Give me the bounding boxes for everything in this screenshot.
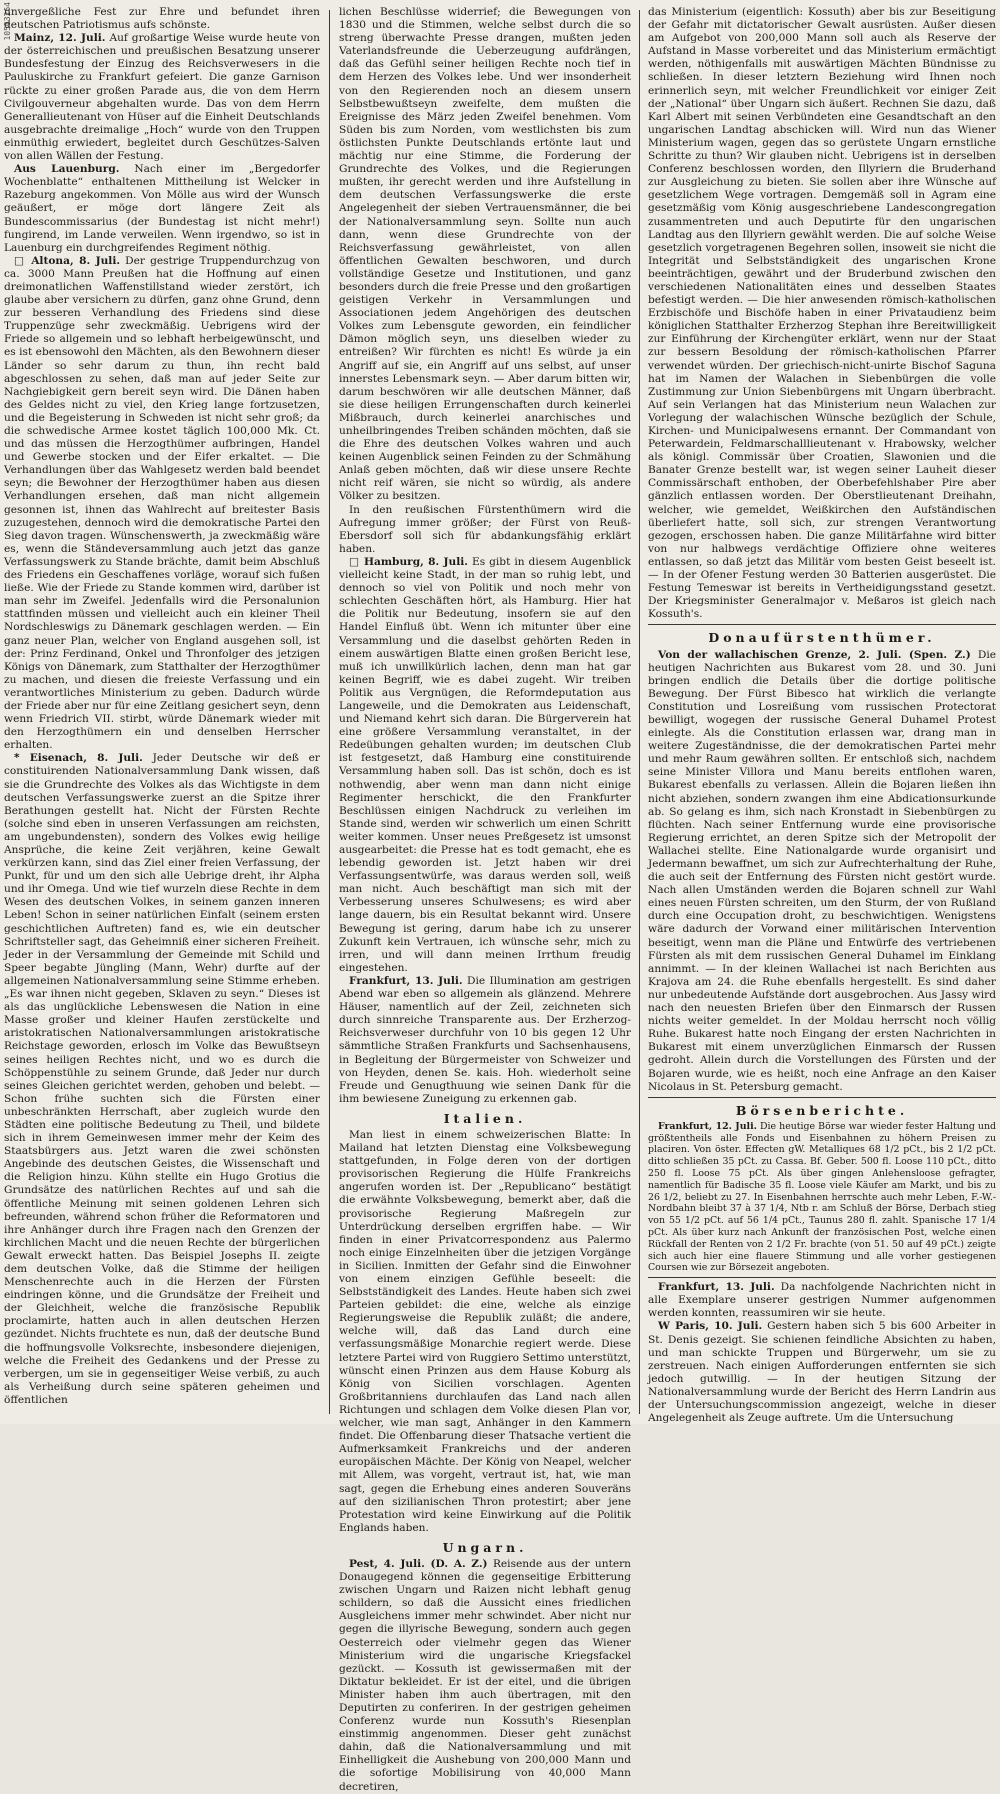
asterisk-icon: * xyxy=(14,752,30,765)
article-text: Jeder Deutsche wir deß er constituirenden Nationalversammlung Dank wissen, daß sie die Grundrechte des Volkes als das Wichtigste in dem deutschen Verfassungswerke zuerst an die Spitze ihrer Berathungen gestellt hat. Nicht der Fürsten Rechte (solche sind eben in unseren Verfassungen am reichsten, am ungebundensten), sondern des Volkes ewig heilige Ansprüche, die keine Zeit verjähren, keine Gewalt verkürzen kann, sind das Ziel einer freien Verfassung, der Punkt, für und um den sich alle Uebrige dreht, ihr Alpha und ihr Omega. Und wie tief wurzeln diese Rechte in dem Wesen des deutschen Volkes, in seinem ganzen inneren Leben! Schon in seiner natürlichen Einfalt (seinem ersten geschichtlichen Auftreten) fand es, wie ein deutscher Schriftsteller sagt, das Geheimniß einer sicheren Freiheit. Jeder in der Versammlung der Gemeinde mit Schild und Speer begabte Jüngling (Mann, Wehr) durfte auf der allgemeinen Nationalversammlung seine Stimme erheben. „Es war ihnen nicht gegeben, Sklaven zu seyn.“ Dieses ist als das unglückliche Lebenswesen die Nation in eine Masse großer und kleiner Haufen zerstückelte und aristokratischen Nationalversammlungen aristokratische Reichstage geworden, erlosch im Volke das Bewußtseyn seines heiligen Rechtes nicht, und wo es durch die Schöppenstühle zu seinem Grunde, daß Jeder nur durch seines Gleichen gerichtet werden, gehoben und belebt. — Schon frühe suchten sich die Fürsten einer unbeschränkten Herrschaft, aber zugleich wurde den Städten eine politische Bedeutung zu Theil, und bildete sich in ihrem Gemeinwesen immer mehr der Keim des Staatsbürgers aus. Jetzt waren die zwei schönsten Angebinde des deutschen Geistes, die Wissenschaft und die Religion hinzu. Kühn stellte ein Hugo Grotius die Grundsätze des natürlichen Rechtes auf und sah die öffentliche Meinung mit seinen goldenen Lehren sich befreunden, während schon früher die Reformatoren und ihre Anhänger durch ihre Fragen nach den Grenzen der kirchlichen Macht und die neuen Rechte der bürgerlichen Gewalt erweckt hatten. Das Beispiel Josephs II. zeigte dem deutschen Volke, daß die Stimme der heiligen Menschenrechte auch in die Herzen der Fürsten eindringen könne, und die Grundsätze der Freiheit und der Gleichheit, welche die französische Republik proclamirte, hatten auch in allen deutschen Herzen gezündet. Nichts fruchtete es nun, daß der deutsche Bund die hoffnungsvolle Volksrechte, insbesondere diejenigen, welche die Freiheit des Gedankens und der Presse zu verbergen, um sie in gegenseitiger Weise verbiß, zu auch als Verheißung durch seine späteren geheimen und öffentlichen xyxy=(4,752,320,1406)
square-icon: □ xyxy=(14,254,32,267)
column-rule xyxy=(639,10,640,1414)
article-eisenach xyxy=(4,752,320,1407)
dateline: Hamburg, 8. Juli. xyxy=(363,555,468,568)
column-rule xyxy=(329,10,330,1414)
article-hamburg xyxy=(339,556,631,975)
article-frankfurt2 xyxy=(648,1281,996,1320)
article-boerse xyxy=(648,1121,996,1274)
section-heading-italien: Italien. xyxy=(443,1110,527,1126)
article-paris xyxy=(648,1320,996,1425)
article-paragraph: unvergeßliche Fest zur Ehre und befundet ihren deutschen Patriotismus aufs schönste. xyxy=(4,6,320,32)
article-text: Reisende aus der untern Donaugegend können die gegenseitige Erbitterung zwischen Ungarn und Raizen nicht lebhaft genug schildern, so daß die Aussicht eines friedlichen Ausgleichens immer mehr schwindet. Aber nicht nur gegen die illyrische Bewegung, sondern auch gegen Oesterreich oder vielmehr gegen das Wiener Ministerium wird die ungarische Kriegsfackel gezückt. — Kossuth ist gewissermaßen mit der Diktatur bekleidet. Er ist der eitel, und die übrigen Minister haben ihm auch übertragen, mit den Deputirten zu conferiren. In der gestrigen geheimen Conferenz wurde nun Kossuth's Riesenplan einstimmig angenommen. Dieser geht zunächst dahin, daß die Nationalversammlung und mit Einhelligkeit die Aushebung von 200,000 Mann und die sofortige Mobilisirung von 40,000 Mann decretiren, xyxy=(339,1557,631,1793)
column-middle xyxy=(333,6,637,1793)
article-frankfurt xyxy=(339,975,631,1106)
article-pest xyxy=(339,1558,631,1794)
dateline: Frankfurt, 12. Juli. xyxy=(658,1120,757,1132)
archive-stamp: 10503264 xyxy=(3,2,12,41)
article-text: Auf großartige Weise wurde heute von der österreichischen und preußischen Besatzung unserer Bundesfestung der Einzug des Reichsverwesers in die Pauluskirche zu Frankfurt gefeiert. Die ganze Garnison rückte zu einer großen Parade aus, die von dem Herrn Civilgouverneur abgehalten wurde. Das von dem Herrn Generallieutenant von Hüser auf die Einheit Deutschlands ausgebrachte dreimalige „Hoch“ wurde von den Truppen einmüthig erwiedert, begleitet durch Geschützes-Salven von allen Wällen der Festung. xyxy=(4,32,321,163)
dateline: Von der wallachischen Grenze, 2. Juli. (Spen. Z.) xyxy=(658,648,971,661)
columns xyxy=(4,6,996,1793)
dateline: Altona, 8. Juli. xyxy=(31,254,121,267)
section-heading-donau: Donaufürstenthümer. xyxy=(708,630,936,646)
article-text: Die heutigen Nachrichten aus Bukarest vom 28. und 30. Juni bringen endlich die Details über die dortige politische Bewegung. Der Fürst Bibesco hat wirklich die verlangte Constitution und Losreißung vom russischen Protectorat bewilligt, wogegen der russische General Duhamel Protest einlegte. Als die Constitution erlassen war, drang man in weitere Zugeständnisse, die der demokratischen Partei mehr und mehr Raum gewähren sollten. Er entschloß sich, nachdem seine Minister Villora und Manu bereits entflohen waren, Bukarest ebenfalls zu verlassen. Allein die Bojaren ließen ihn nicht abziehen, sondern zwangen ihm eine Abdicationsurkunde ab. So gelang es ihm, sich nach Kronstadt in Siebenbürgen zu flüchten. Nach seiner Entfernung wurde eine provisorische Regierung errichtet, an deren Spitze sich der Metropolit der Wallachei stellte. Eine Nationalgarde wurde organisirt und Jedermann bewaffnet, um sich zur Aufrechterhaltung der Ruhe, die auch seit der Entfernung des Fürsten nicht gestört wurde. Nach allen Umständen werden die Bojaren schnell zur Wahl eines neuen Fürsten schreiten, um den Sturm, der von Rußland durch eine Occupation droht, zu beschwichtigen. Wenigstens wäre dadurch der Vorwand einer militärischen Intervention beseitigt, wenn man die Pläne und Entwürfe des vertriebenen Fürsten als mit dem russischen General Duhamel im Einklang annimmt. — In der kleinen Wallachei ist nach Berichten aus Krajova am 24. die Ruhe ebenfalls hergestellt. Es sind daher nur unbedeutende Aufstände dort ausgebrochen. Aus Jassy wird nach den neuesten Briefen über den Einmarsch der Russen nichts weiter gemeldet. In der Moldau herrscht noch völlig Ruhe. Bukarest hatte noch Eingang der ersten Nachrichten in Bukarest mit einem unverzüglichen Einmarsch der Russen gedroht. Allein durch die Vorstellungen des Fürsten und der Bojaren wurde, wie es heißt, noch eine Anfrage an den Kaiser Nicolaus in St. Petersburg gemacht. xyxy=(648,648,996,1093)
section-divider xyxy=(648,624,996,625)
article-reuss: In den reußischen Fürstenthümern wird die Aufregung immer größer; der Fürst von Reuß-Ebersdorf soll sich für abdankungsfähig erklärt haben. xyxy=(339,503,631,555)
article-text: Die Illumination am gestrigen Abend war eben so allgemein als glänzend. Mehrere Häuser, namentlich auf der Zeil, zeichneten sich durch sinnreiche Transparente aus. Der Erzherzog-Reichsverweser durchfuhr von 10 bis gegen 12 Uhr sämmtliche Straßen Frankfurts und Sachsenhausens, in Begleitung der Bürgermeister von Schweizer und von Heyden, denen Se. kais. Hoh. wiederholt seine Freude und Genugthuung wie seinen Dank für die ihm bewiesene Zuneigung zu erkennen gab. xyxy=(339,974,631,1105)
article-walachei xyxy=(648,649,996,1094)
column-right xyxy=(642,6,996,1425)
article-text: Gestern haben sich 5 bis 600 Arbeiter in St. Denis gezeigt. Sie schienen feindliche Absichten zu haben, und man schickte Truppen und Bürgerwehr, um sie zu zerstreuen. Nach einigen Aufforderungen entfernten sie sich jedoch gutwillig. — In der heutigen Sitzung der Nationalversammlung wurde der Bericht des Herrn Landrin aus der Untersuchungscommission angezeigt, welche in dieser Angelegenheit als Zeuge auftrete. Um die Untersuchung xyxy=(648,1320,996,1425)
dateline: Pest, 4. Juli. (D. A. Z.) xyxy=(349,1557,488,1570)
dateline: Mainz, 12. Juli. xyxy=(14,32,106,45)
square-icon: □ xyxy=(349,555,364,568)
article-mainz xyxy=(4,32,320,163)
column-left xyxy=(4,6,326,1418)
article-paragraph: lichen Beschlüsse widerrief; die Bewegungen von 1830 und die Stimmen, welche selbst durch die so streng überwachte Presse drangen, mußten jeden Vaterlandsfreunde die Ueberzeugung aufdrängen, daß das Gefühl seiner heiligen Rechte noch tief in dem Herzen des Volkes lebe. Und wer insonderheit von den Regierenden noch an diesem unsern Selbstbewußtseyn zweifelte, dem mußten die Ereignisse des März jeden Zweifel benehmen. Vom Süden bis zum Norden, vom westlichsten bis zum östlichsten Punkte Deutschlands ertönte laut und mächtig nur eine Stimme, die Forderung der Grundrechte des Volkes, und die Regierungen mußten, ihr gerecht werden und ihre Aufstellung in dem deutschen Verfassungswerke die erste Angelegenheit der sieben Vertrauensmänner, die bei der Nationalversammlung seyn. Sollte nun auch dann, wenn diese Grundrechte von der Reichsverfassung gewährleistet, von allen öffentlichen Gewalten beschworen, und durch vollständige Gesetze und Institutionen, und ganz besonders durch die freie Presse und den großartigen geistigen Verkehr in Versammlungen und Associationen jedem Angehörigen des deutschen Volkes zum Lebensgute geworden, ein feindlicher Dämon möglich seyn, uns dieselben wieder zu entreißen? Wir fürchten es nicht! Es würde ja ein Angriff auf sie, ein Angriff auf uns selbst, auf unser innerstes Lebensmark seyn. — Aber darum bitten wir, darum beschwören wir alle deutschen Männer, daß sie diese heiligen Errungenschaften durch keinerlei Mißbrauch, durch keinerlei anarchisches und unheilbringendes Treiben schänden möchten, daß sie die Ehre des deutschen Volkes wahren und auch keinen Augenblick seinen Feinden zu der Schmähung Anlaß geben möchten, daß wir diese unsere Rechte nicht reif wären, sie nicht so würdig, als andere Völker zu besitzen. xyxy=(339,6,631,503)
dateline: Frankfurt, 13. Juli. xyxy=(658,1281,775,1294)
section-divider xyxy=(648,1097,996,1098)
article-altona xyxy=(4,255,320,753)
dateline: Aus Lauenburg. xyxy=(14,163,120,176)
article-text: Die heutige Börse war wieder fester Haltung und größtentheils alle Fonds und Eisenbahnen zu höhern Preisen zu placiren. Von öster. Effecten gW. Metalliques 68 1/2 pCt., bis 2 1/2 pCt. ditto schließen 35 pCt. zu Cassa. Bf. Geber. 500 fl. Loose 110 pCt., ditto 250 fl. Loose 75 pCt. Als über gingen Anlehensloose gefragter, namentlich für Badische 35 fl. Loose viele Käufer am Markt, und bis zu 26 1/2, beliebt zu 27. In Eisenbahnen herrschte auch mehr Leben, F.-W.-Nordbahn bleibt 37 à 37 1/4, Ntb r. am Schluß der Börse, Derbach stieg von 55 1/2 pCt. auf 56 1/4 pCt., Taunus 280 fl. zahlt. Spanische 17 1/4 pCt. Als über kurz nach Ankunft der französischen Post, welche einen Rückfall der Renten von 2 1/2 Fr. brachte (von 51. 50 auf 49 pCt.) zeigte sich auch hier eine flauere Stimmung und alle vorher gestiegenen Coursen wie zur Börsezeit angeboten. xyxy=(648,1120,996,1274)
article-text: Es gibt in diesem Augenblick vielleicht keine Stadt, in der man so ruhig lebt, und dennoch so viel von Politik und noch mehr von schlechten Geschäften hört, als Hamburg. Hier hat die Politik nur Bedeutung, insofern sie auf den Handel Einfluß übt. Wenn ich mitunter über eine Versammlung und die daselbst gehörten Reden in einem auswärtigen Blatte einen großen Bericht lese, muß ich unwillkürlich lachen, denn man hat gar keinen Begriff, wie es dabei zugeht. Wir treiben Politik aus Vergnügen, die Reformdeputation aus Langeweile, und die Demokraten aus Leidenschaft, und Niemand kehrt sich daran. Die Bürgerverein hat eine größere Versammlung veranstaltet, in der Redeübungen gehalten wurden; im deutschen Club ist festgesetzt, daß Hamburg eine constituirende Versammlung haben soll. Das ist schön, doch es ist nothwendig, aber wenn man dann nicht einige Regimenter herschickt, die den Frankfurter Beschlüssen einigen Nachdruck zu verleihen im Stande sind, werden wir schwerlich um einen Schritt weiter kommen. Unser neues Preßgesetz ist umsonst ausgearbeitet: die Presse hat es todt gemacht, ehe es lebendig geworden ist. Jetzt haben wir drei Verfassungsentwürfe, was daraus werden soll, weiß man nicht. Auch beschäftigt man sich mit der Verbesserung unseres Schulwesens; es wird aber lange dauern, bis ein Resultat bekannt wird. Unsere Bewegung ist gering, darum habe ich zu unserer Zukunft kein Vertrauen, ich wünsche sehr, mich zu irren, und will dann meinen Irrthum freudig eingestehen. xyxy=(339,555,631,974)
section-divider xyxy=(648,1277,996,1278)
dateline: Frankfurt, 13. Juli. xyxy=(349,974,463,987)
article-text: Der gestrige Truppendurchzug von ca. 3000 Mann Preußen hat die Hoffnung auf einen dreimonatlichen Waffenstillstand wieder zerstört, ich glaube aber versichern zu dürfen, ganz ohne Grund, denn zur besseren Verhandlung des Friedens sind diese Truppenzüge sehr zweckmäßig. Uebrigens wird der Friede so allgemein und so lebhaft herbeigewünscht, und es ist ebensowohl den Mächten, als den Bewohnern dieser Länder so sehr darum zu thun, ihn recht bald abgeschlossen zu sehen, daß man auf jeder Seite zur Nachgiebigkeit gern bereit seyn wird. Die Dänen haben des Geldes nicht zu viel, den Krieg lange fortzusetzen, und die Begeisterung in Schweden ist nicht sehr groß; da die schwedische Armee kostet täglich 100,000 Mk. Ct. und das müssen die Herzogthümer aufbringen, Handel und Gewerbe stocken und der Eifer erkaltet. — Die Verhandlungen über das Wahlgesetz werden bald beendet seyn; die Bewohner der Herzogthümer haben aus diesen Verhandlungen ersehen, daß man nicht allgemein gesonnen ist, ihnen das Wahlrecht auf breitester Basis zuzugestehen, dennoch wird die demokratische Partei den Sieg davon tragen. Wünschenswerth, ja zweckmäßig wäre es, wenn die Ständeversammlung auch jetzt das ganze Verfassungswerk zu Stande brächte, damit beim Abschluß des Friedens ein Geschaffenes vorläge, worauf sich fußen ließe. Wie der Friede zu Stande kommen wird, darüber ist man sehr im Zweifel. Jedenfalls wird die Personalunion stattfinden müssen und vielleicht auch ein kleiner Theil Nordschleswigs zu Dänemark geschlagen werden. — Ein ganz neuer Plan, welcher von England ausgehen soll, ist der: Prinz Ferdinand, Onkel und Thronfolger des jetzigen Königs von Dänemark, zum Statthalter der Herzogthümer zu machen, und diesen die freieste Verfassung und ein verantwortliches Ministerium zu geben. Dadurch würde der Friede aber nur für eine Zeitlang gesichert seyn, denn wenn Friedrich VII. stirbt, würde Dänemark wieder mit den Herzogthümern ein und denselben Herrscher erhalten. xyxy=(4,254,320,752)
dateline: W Paris, 10. Juli. xyxy=(658,1320,763,1333)
dateline: Eisenach, 8. Juli. xyxy=(29,752,143,765)
section-heading-ungarn: Ungarn. xyxy=(442,1539,528,1555)
article-italien: Man liest in einem schweizerischen Blatte: In Mailand hat letzten Dienstag eine Volksbewegung stattgefunden, in Folge deren von der dortigen provisorischen Regierung die Hülfe Frankreichs angerufen worden ist. Der „Republicano“ bestätigt die erwähnte Volksbewegung, bemerkt aber, daß die provisorische Regierung Maßregeln zur Unterdrückung derselben ergriffen habe. — Wir finden in einer Privatcorrespondenz aus Palermo noch einige Einzelnheiten über die jetzigen Vorgänge in Sicilien. Inmitten der Gefahr sind die Einwohner von einem einzigen Gefühle beseelt: die Selbstständigkeit des Landes. Heute haben sich zwei Parteien gebildet: die eine, welche als einzige Regierungsweise die Republik zuläßt; die andere, welche will, daß das Land durch eine verfassungsmäßige Monarchie regiert werde. Diese letztere Partei wird von Ruggiero Settimo unterstützt, wünscht einen Prinzen aus dem Hause Koburg als König von Sicilien vorschlagen. Agenten Großbritanniens durchlaufen das Land nach allen Richtungen und schlagen dem Volke diesen Plan vor, welcher, wie man sagt, Anhänger in den Kammern findet. Die Offenbarung dieser Thatsache vertient die Aufmerksamkeit Frankreichs und der anderen europäischen Mächte. Der König von Neapel, welcher mit Allem, was vorgeht, vertraut ist, hat, wie man sagt, gegen die Erhebung eines anderen Souveräns auf den sizilianischen Thron protestirt; aber jene Protestation wird keine Einwirkung auf die Politik Englands haben. xyxy=(339,1128,631,1534)
article-text: Da nachfolgende Nachrichten nicht in alle Exemplare unserer gestrigen Nummer aufgenommen werden konnten, reassumiren wir sie heute. xyxy=(648,1281,996,1320)
section-heading-boerse: Börsenberichte. xyxy=(735,1102,909,1118)
article-paragraph: das Ministerium (eigentlich: Kossuth) aber bis zur Beseitigung der Gefahr mit dictatorischer Gewalt ausrüsten. Außer diesen am Aufgebot von 200,000 Mann soll auch als Reserve der Aufstand in Masse vorbereitet und das Ministerium ermächtigt werden, nöthigenfalls mit auswärtigen Mächten Bündnisse zu schließen. In dieser letztern Beziehung wird Ihnen noch erinnerlich seyn, mit welcher Freundlichkeit vor einiger Zeit der „National“ über Ungarn sich äußert. Rechnen Sie dazu, daß Karl Albert mit seinen Verbündeten eine Gesandtschaft an den ungarischen Landtag abschicken will. Wird nun das Wiener Ministerium wagen, gegen das so gerüstete Ungarn ernstliche Schritte zu thun? Wir glauben nicht. Uebrigens ist in derselben Conferenz beschlossen worden, den Illyriern die Bruderhand zur Ausgleichung zu bieten. Sie sollen aber ihre Wünsche auf gesetzlichem Wege vortragen. Demgemäß soll in Agram eine gesetzmäßig vom König ausgeschriebene Landescongregation zusammentreten und auch Deputirte für den ungarischen Landtag aus den Illyriern gewählt werden. Die auf solche Weise gesetzlich vorgetragenen Begehren sollen, insoweit sie nicht die Integrität und Selbstständigkeit des ungarischen Krone beeinträchtigen, gewährt und der Bruderbund zwischen den verschiedenen Nationalitäten eines und desselben Staates befestigt werden. — Die hier anwesenden römisch-katholischen Erzbischöfe und Bischöfe haben in einer Privataudienz beim königlichen Statthalter Erzherzog Stephan ihre Bereitwilligkeit zur Einführung der Kirchengüter erklärt, wenn nur der Staat zur bessern Besoldung der römisch-katholischen Pfarrer verwendet würden. Der griechisch-nicht-unirte Bischof Saguna hat im Namen der Walachen in Siebenbürgen die volle Zustimmung zur Union Siebenbürgens mit Ungarn überbracht. Auf sein Verlangen hat das Ministerium neun Walachen zur Vorlegung der walachischen Wünsche bezüglich der Schule, Kirchen- und Municipalwesens ernannt. Der Commandant von Peterwardein, Feldmarschalllieutenant v. Hrabowsky, welcher als königl. Commissär über Croatien, Slawonien und die Banater Grenze bestellt war, ist wegen seiner Lauheit dieser Commissärschaft enthoben, der Oberbefehlshaber Pire aber gänzlich entlassen worden. Der Oberstlieutenant Dreihahn, welcher, wie gemeldet, Weißkirchen den Aufständischen überliefert hatte, soll sich, zur strengen Verantwortung gezogen, erschossen haben. Die ganze Militärfahne wird bitter von nur halbwegs verdächtige Offiziere ohne weiteres entlassen, so daß jetzt das Militär vom besten Geist beseelt ist. — In der Ofener Festung werden 30 Batterien ausgerüstet. Die Festung Temeswar ist bereits in Vertheidigungsstand gesetzt. Der Kriegsminister Generalmajor v. Meßaros ist gleich nach Kossuth's. xyxy=(648,6,996,621)
article-text: Nach einer im „Bergedorfer Wochenblatte“ enthaltenen Mittheilung ist Welcker in Razeburg angekommen. Von Mölle aus wird der Wunsch geäußert, er möge dort längere Zeit als Bundescommissarius (der Bundestag ist nicht mehr!) fungirend, im Lande verweilen. Wenn irgendwo, so ist in Lauenburg ein durchgreifendes Regiment nöthig. xyxy=(4,163,320,254)
article-lauenburg xyxy=(4,163,320,255)
